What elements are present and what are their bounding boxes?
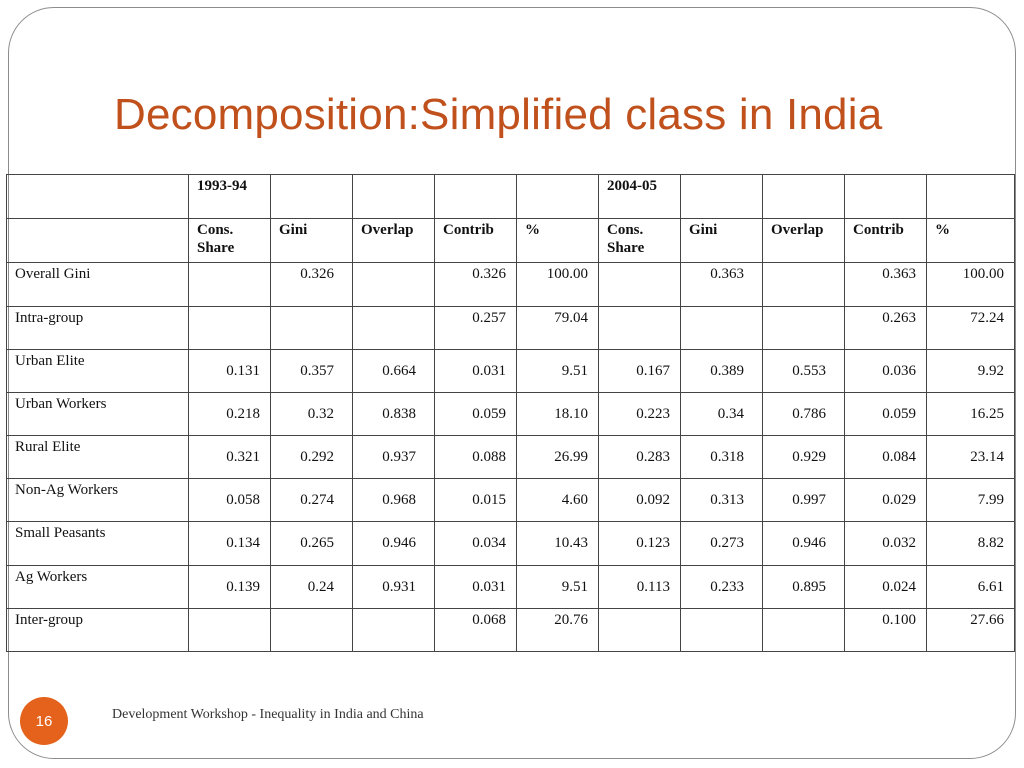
cell-value: 0.036 <box>882 362 916 379</box>
cell-value: 0.32 <box>307 405 334 422</box>
period-header-cell <box>927 175 1015 219</box>
column-header-label: % <box>525 222 540 239</box>
column-header-label: Gini <box>279 222 308 239</box>
table-cell <box>927 349 1015 392</box>
table-row <box>7 479 1015 522</box>
period-label: 1993-94 <box>197 178 247 194</box>
table-cell <box>681 522 763 565</box>
table-cell <box>435 349 517 392</box>
period-header-cell <box>763 175 845 219</box>
period-header-cell <box>845 175 927 219</box>
row-label-cell <box>7 263 189 306</box>
table-cell <box>271 263 353 306</box>
cell-value: 0.223 <box>636 405 670 422</box>
table-cell <box>435 392 517 435</box>
page-number-badge: 16 <box>20 697 68 745</box>
table-cell <box>763 306 845 349</box>
table-cell <box>681 349 763 392</box>
cell-value: 0.553 <box>792 362 826 379</box>
period-header-cell <box>681 175 763 219</box>
table-row <box>7 608 1015 651</box>
table-cell <box>845 565 927 608</box>
column-header-cell <box>353 219 435 263</box>
cell-value: 0.389 <box>710 362 744 379</box>
table-cell <box>435 479 517 522</box>
column-header-label: Cons. Share <box>607 222 645 257</box>
table-row <box>7 306 1015 349</box>
table-cell <box>189 522 271 565</box>
cell-value: 0.946 <box>792 535 826 552</box>
cell-value: 100.00 <box>546 266 588 283</box>
column-header-label: Gini <box>689 222 718 239</box>
period-header-cell <box>189 175 271 219</box>
table-cell <box>845 306 927 349</box>
cell-value: 0.363 <box>882 266 916 283</box>
cell-value: 0.218 <box>226 405 260 422</box>
row-label-cell <box>7 436 189 479</box>
table-row <box>7 522 1015 565</box>
header-corner-cell <box>7 175 189 219</box>
table-cell <box>845 436 927 479</box>
footer-text: Development Workshop - Inequality in India and China <box>112 707 424 722</box>
table-cell <box>189 436 271 479</box>
cell-value: 0.015 <box>472 492 506 509</box>
cell-value: 9.51 <box>561 362 588 379</box>
column-header-cell <box>599 219 681 263</box>
cell-value: 18.10 <box>554 405 588 422</box>
cell-value: 27.66 <box>970 611 1004 628</box>
table-cell <box>599 522 681 565</box>
cell-value: 9.92 <box>977 362 1004 379</box>
table-cell <box>927 392 1015 435</box>
cell-value: 0.34 <box>717 405 744 422</box>
table-cell <box>763 608 845 651</box>
cell-value: 0.664 <box>382 362 416 379</box>
cell-value: 0.929 <box>792 449 826 466</box>
row-label-cell <box>7 565 189 608</box>
cell-value: 0.029 <box>882 492 916 509</box>
table-cell <box>599 565 681 608</box>
period-header-row <box>7 175 1015 219</box>
row-label-cell <box>7 608 189 651</box>
table-cell <box>517 608 599 651</box>
table-cell <box>353 608 435 651</box>
period-header-cell <box>271 175 353 219</box>
table-cell <box>517 436 599 479</box>
table-cell <box>927 436 1015 479</box>
cell-value: 7.99 <box>977 492 1004 509</box>
cell-value: 0.363 <box>710 266 744 283</box>
period-header-cell <box>353 175 435 219</box>
cell-value: 0.059 <box>882 405 916 422</box>
cell-value: 0.318 <box>710 449 744 466</box>
table-cell <box>763 565 845 608</box>
table-cell <box>763 522 845 565</box>
cell-value: 0.032 <box>882 535 916 552</box>
table-cell <box>271 306 353 349</box>
cell-value: 16.25 <box>970 405 1004 422</box>
table-cell <box>435 263 517 306</box>
cell-value: 0.786 <box>792 405 826 422</box>
table-cell <box>271 479 353 522</box>
table-cell <box>271 392 353 435</box>
table-cell <box>353 392 435 435</box>
column-header-label: Overlap <box>771 222 824 239</box>
column-header-cell <box>681 219 763 263</box>
row-label: Non-Ag Workers <box>15 482 119 499</box>
cell-value: 23.14 <box>970 449 1004 466</box>
table-cell <box>353 436 435 479</box>
cell-value: 0.031 <box>472 362 506 379</box>
table-cell <box>517 263 599 306</box>
period-header-cell <box>599 175 681 219</box>
table-cell <box>927 608 1015 651</box>
row-label: Intra-group <box>15 309 84 326</box>
cell-value: 0.283 <box>636 449 670 466</box>
cell-value: 10.43 <box>554 535 588 552</box>
period-header-cell <box>517 175 599 219</box>
table-cell <box>763 479 845 522</box>
cell-value: 0.123 <box>636 535 670 552</box>
cell-value: 0.931 <box>382 578 416 595</box>
column-header-cell <box>271 219 353 263</box>
column-header-label: Overlap <box>361 222 414 239</box>
cell-value: 0.24 <box>307 578 334 595</box>
row-label-cell <box>7 349 189 392</box>
table-cell <box>845 392 927 435</box>
table-cell <box>517 479 599 522</box>
row-label: Urban Elite <box>15 352 85 369</box>
cell-value: 0.968 <box>382 492 416 509</box>
table-cell <box>353 263 435 306</box>
table-cell <box>599 263 681 306</box>
table-cell <box>435 565 517 608</box>
row-label: Ag Workers <box>15 568 88 585</box>
cell-value: 6.61 <box>977 578 1004 595</box>
column-header-cell <box>845 219 927 263</box>
decomposition-table <box>6 174 1015 652</box>
header-corner-cell <box>7 219 189 263</box>
table-cell <box>681 479 763 522</box>
table-cell <box>681 565 763 608</box>
cell-value: 0.273 <box>710 535 744 552</box>
column-header-label: Contrib <box>443 222 494 239</box>
table-cell <box>189 608 271 651</box>
cell-value: 0.895 <box>792 578 826 595</box>
table-cell <box>599 349 681 392</box>
table-cell <box>927 479 1015 522</box>
table-row <box>7 263 1015 306</box>
table-cell <box>189 263 271 306</box>
cell-value: 20.76 <box>554 611 588 628</box>
table-cell <box>845 522 927 565</box>
cell-value: 0.946 <box>382 535 416 552</box>
table-cell <box>599 608 681 651</box>
column-header-cell <box>927 219 1015 263</box>
period-header-cell <box>435 175 517 219</box>
row-label: Rural Elite <box>15 439 81 456</box>
table-cell <box>927 522 1015 565</box>
row-label-cell <box>7 522 189 565</box>
table-cell <box>845 608 927 651</box>
table-cell <box>845 263 927 306</box>
table-cell <box>189 306 271 349</box>
cell-value: 0.034 <box>472 535 506 552</box>
table-cell <box>599 436 681 479</box>
cell-value: 0.321 <box>226 449 260 466</box>
table-cell <box>763 263 845 306</box>
table-cell <box>435 306 517 349</box>
table-cell <box>599 392 681 435</box>
cell-value: 0.233 <box>710 578 744 595</box>
row-label-cell <box>7 479 189 522</box>
cell-value: 0.100 <box>882 611 916 628</box>
cell-value: 26.99 <box>554 449 588 466</box>
column-header-cell <box>435 219 517 263</box>
cell-value: 0.139 <box>226 578 260 595</box>
table-row <box>7 349 1015 392</box>
cell-value: 0.113 <box>636 578 670 595</box>
cell-value: 0.313 <box>710 492 744 509</box>
table-cell <box>435 522 517 565</box>
period-label: 2004-05 <box>607 178 657 194</box>
table-cell <box>271 608 353 651</box>
cell-value: 4.60 <box>561 492 588 509</box>
column-header-label: Cons. Share <box>197 222 235 257</box>
slide-title: Decomposition:Simplified class in India <box>114 90 883 139</box>
table-cell <box>681 392 763 435</box>
row-label: Small Peasants <box>15 525 106 542</box>
table-cell <box>435 436 517 479</box>
table-cell <box>681 263 763 306</box>
table-cell <box>189 479 271 522</box>
table-cell <box>517 565 599 608</box>
row-label: Overall Gini <box>15 266 91 283</box>
column-header-label: Contrib <box>853 222 904 239</box>
table-cell <box>599 479 681 522</box>
cell-value: 0.326 <box>472 266 506 283</box>
table-cell <box>189 349 271 392</box>
cell-value: 0.326 <box>300 266 334 283</box>
cell-value: 8.82 <box>977 535 1004 552</box>
table-cell <box>189 392 271 435</box>
table-cell <box>681 436 763 479</box>
row-label: Inter-group <box>15 611 84 628</box>
table-cell <box>353 565 435 608</box>
cell-value: 100.00 <box>962 266 1004 283</box>
table-container <box>6 174 1014 652</box>
table-cell <box>353 349 435 392</box>
table-cell <box>763 392 845 435</box>
table-cell <box>681 608 763 651</box>
table-cell <box>517 392 599 435</box>
cell-value: 9.51 <box>561 578 588 595</box>
table-cell <box>927 263 1015 306</box>
cell-value: 0.263 <box>882 309 916 326</box>
cell-value: 0.031 <box>472 578 506 595</box>
cell-value: 0.265 <box>300 535 334 552</box>
table-cell <box>927 306 1015 349</box>
column-header-label: % <box>935 222 950 239</box>
table-cell <box>927 565 1015 608</box>
table-cell <box>271 522 353 565</box>
table-cell <box>517 522 599 565</box>
cell-value: 0.838 <box>382 405 416 422</box>
table-row <box>7 565 1015 608</box>
cell-value: 0.134 <box>226 535 260 552</box>
column-header-row <box>7 219 1015 263</box>
table-cell <box>763 436 845 479</box>
table-cell <box>189 565 271 608</box>
cell-value: 0.068 <box>472 611 506 628</box>
table-cell <box>271 565 353 608</box>
column-header-cell <box>189 219 271 263</box>
column-header-cell <box>517 219 599 263</box>
cell-value: 0.274 <box>300 492 334 509</box>
table-cell <box>353 306 435 349</box>
table-cell <box>517 349 599 392</box>
cell-value: 0.059 <box>472 405 506 422</box>
row-label: Urban Workers <box>15 395 107 412</box>
table-cell <box>763 349 845 392</box>
row-label-cell <box>7 306 189 349</box>
table-cell <box>845 349 927 392</box>
table-cell <box>353 522 435 565</box>
table-row <box>7 392 1015 435</box>
row-label-cell <box>7 392 189 435</box>
cell-value: 72.24 <box>970 309 1004 326</box>
table-cell <box>435 608 517 651</box>
cell-value: 0.167 <box>636 362 670 379</box>
column-header-cell <box>763 219 845 263</box>
cell-value: 0.092 <box>636 492 670 509</box>
cell-value: 0.257 <box>472 309 506 326</box>
cell-value: 0.997 <box>792 492 826 509</box>
cell-value: 79.04 <box>554 309 588 326</box>
cell-value: 0.937 <box>382 449 416 466</box>
cell-value: 0.088 <box>472 449 506 466</box>
table-cell <box>271 436 353 479</box>
table-cell <box>845 479 927 522</box>
cell-value: 0.357 <box>300 362 334 379</box>
table-cell <box>517 306 599 349</box>
table-cell <box>599 306 681 349</box>
table-row <box>7 436 1015 479</box>
cell-value: 0.058 <box>226 492 260 509</box>
cell-value: 0.084 <box>882 449 916 466</box>
table-cell <box>271 349 353 392</box>
cell-value: 0.131 <box>226 362 260 379</box>
table-cell <box>353 479 435 522</box>
cell-value: 0.024 <box>882 578 916 595</box>
cell-value: 0.292 <box>300 449 334 466</box>
table-cell <box>681 306 763 349</box>
